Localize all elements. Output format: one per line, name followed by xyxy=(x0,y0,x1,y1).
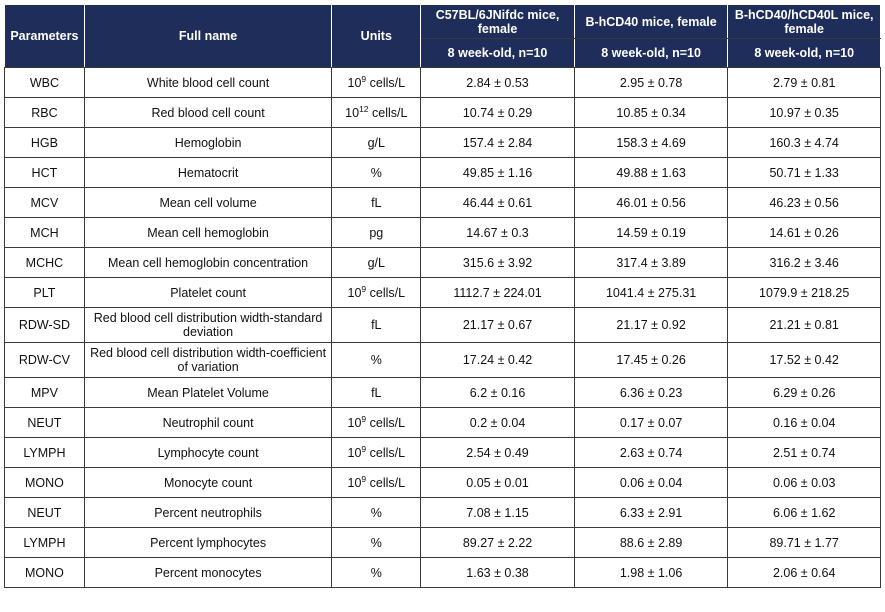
value-cell-hcd40: 2.95 ± 0.78 xyxy=(574,68,728,98)
value-cell-c57bl: 157.4 ± 2.84 xyxy=(421,128,575,158)
parameter-cell: MCH xyxy=(5,218,85,248)
parameter-cell: MONO xyxy=(5,468,85,498)
units-cell xyxy=(332,343,421,378)
value-cell-hcd40: 46.01 ± 0.56 xyxy=(574,188,728,218)
value-cell-hcd40: 88.6 ± 2.89 xyxy=(574,528,728,558)
table-row xyxy=(5,218,881,248)
units-cell xyxy=(332,378,421,408)
unit-suffix: cells/L xyxy=(366,445,406,460)
value-cell-hcd40: 6.33 ± 2.91 xyxy=(574,498,728,528)
parameter-cell: HGB xyxy=(5,128,85,158)
full-name-cell: Red blood cell distribution width-coefficient of variation xyxy=(84,343,332,378)
value-cell-c57bl: 2.84 ± 0.53 xyxy=(421,68,575,98)
full-name-cell: Lymphocyte count xyxy=(84,438,332,468)
table-header xyxy=(5,5,881,68)
table-body xyxy=(5,68,881,588)
parameter-cell: NEUT xyxy=(5,498,85,528)
table-row xyxy=(5,438,881,468)
value-cell-hcd40: 0.17 ± 0.07 xyxy=(574,408,728,438)
table-row xyxy=(5,98,881,128)
header-parameters: Parameters xyxy=(5,5,85,68)
value-cell-hcd40-hcd40l: 2.06 ± 0.64 xyxy=(728,558,881,588)
units-cell xyxy=(332,528,421,558)
value-cell-hcd40-hcd40l: 6.29 ± 0.26 xyxy=(728,378,881,408)
unit-exponent: 9 xyxy=(361,473,367,484)
hematology-table xyxy=(4,4,881,588)
parameter-cell: RDW-SD xyxy=(5,308,85,343)
parameter-cell: MCHC xyxy=(5,248,85,278)
full-name-cell: Percent monocytes xyxy=(84,558,332,588)
parameter-cell: RDW-CV xyxy=(5,343,85,378)
full-name-cell: Percent neutrophils xyxy=(84,498,332,528)
header-full-name: Full name xyxy=(84,5,332,68)
value-cell-hcd40-hcd40l: 14.61 ± 0.26 xyxy=(728,218,881,248)
value-cell-hcd40-hcd40l: 6.06 ± 1.62 xyxy=(728,498,881,528)
value-cell-c57bl: 1.63 ± 0.38 xyxy=(421,558,575,588)
table-row xyxy=(5,408,881,438)
parameter-cell: RBC xyxy=(5,98,85,128)
parameter-cell: MCV xyxy=(5,188,85,218)
value-cell-hcd40-hcd40l: 46.23 ± 0.56 xyxy=(728,188,881,218)
header-sublabel-hcd40: 8 week-old, n=10 xyxy=(574,39,728,68)
parameter-cell: PLT xyxy=(5,278,85,308)
units-cell xyxy=(332,98,421,128)
full-name-cell: Mean cell volume xyxy=(84,188,332,218)
unit-base: % xyxy=(370,535,382,550)
table-row xyxy=(5,498,881,528)
table-row xyxy=(5,68,881,98)
table-row xyxy=(5,158,881,188)
full-name-cell: Mean cell hemoglobin concentration xyxy=(84,248,332,278)
value-cell-hcd40: 1041.4 ± 275.31 xyxy=(574,278,728,308)
header-sublabel-c57bl: 8 week-old, n=10 xyxy=(421,39,575,68)
units-cell xyxy=(332,278,421,308)
value-cell-hcd40: 21.17 ± 0.92 xyxy=(574,308,728,343)
value-cell-c57bl: 49.85 ± 1.16 xyxy=(421,158,575,188)
value-cell-c57bl: 14.67 ± 0.3 xyxy=(421,218,575,248)
value-cell-hcd40-hcd40l: 21.21 ± 0.81 xyxy=(728,308,881,343)
unit-suffix: cells/L xyxy=(366,475,406,490)
full-name-cell: Platelet count xyxy=(84,278,332,308)
value-cell-c57bl: 315.6 ± 3.92 xyxy=(421,248,575,278)
value-cell-c57bl: 21.17 ± 0.67 xyxy=(421,308,575,343)
value-cell-c57bl: 46.44 ± 0.61 xyxy=(421,188,575,218)
units-cell xyxy=(332,438,421,468)
value-cell-hcd40: 6.36 ± 0.23 xyxy=(574,378,728,408)
unit-exponent: 9 xyxy=(361,443,367,454)
value-cell-hcd40-hcd40l: 0.06 ± 0.03 xyxy=(728,468,881,498)
unit-exponent: 9 xyxy=(361,73,367,84)
parameter-cell: MONO xyxy=(5,558,85,588)
value-cell-hcd40-hcd40l: 50.71 ± 1.33 xyxy=(728,158,881,188)
unit-base: % xyxy=(370,165,382,180)
value-cell-c57bl: 2.54 ± 0.49 xyxy=(421,438,575,468)
parameter-cell: WBC xyxy=(5,68,85,98)
value-cell-c57bl: 10.74 ± 0.29 xyxy=(421,98,575,128)
unit-base: g/L xyxy=(367,135,385,150)
full-name-cell: Monocyte count xyxy=(84,468,332,498)
value-cell-c57bl: 0.2 ± 0.04 xyxy=(421,408,575,438)
unit-suffix: cells/L xyxy=(368,105,408,120)
value-cell-hcd40-hcd40l: 316.2 ± 3.46 xyxy=(728,248,881,278)
unit-base: 10 xyxy=(347,285,362,300)
value-cell-hcd40-hcd40l: 2.79 ± 0.81 xyxy=(728,68,881,98)
table-row xyxy=(5,378,881,408)
value-cell-hcd40-hcd40l: 89.71 ± 1.77 xyxy=(728,528,881,558)
value-cell-hcd40: 49.88 ± 1.63 xyxy=(574,158,728,188)
units-cell xyxy=(332,468,421,498)
unit-base: % xyxy=(370,505,382,520)
units-cell xyxy=(332,558,421,588)
value-cell-hcd40-hcd40l: 1079.9 ± 218.25 xyxy=(728,278,881,308)
unit-base: fL xyxy=(371,385,382,400)
unit-suffix: cells/L xyxy=(366,285,406,300)
value-cell-c57bl: 6.2 ± 0.16 xyxy=(421,378,575,408)
value-cell-c57bl: 17.24 ± 0.42 xyxy=(421,343,575,378)
unit-base: % xyxy=(370,565,382,580)
value-cell-c57bl: 1112.7 ± 224.01 xyxy=(421,278,575,308)
units-cell xyxy=(332,248,421,278)
value-cell-hcd40: 17.45 ± 0.26 xyxy=(574,343,728,378)
full-name-cell: Hematocrit xyxy=(84,158,332,188)
unit-base: % xyxy=(370,353,382,367)
table-row xyxy=(5,343,881,378)
full-name-cell: Mean Platelet Volume xyxy=(84,378,332,408)
header-sublabel-hcd40-hcd40l: 8 week-old, n=10 xyxy=(728,39,881,68)
table-row xyxy=(5,278,881,308)
value-cell-hcd40: 158.3 ± 4.69 xyxy=(574,128,728,158)
unit-base: g/L xyxy=(367,255,385,270)
header-group-hcd40-hcd40l: B-hCD40/hCD40L mice, female xyxy=(728,5,881,39)
full-name-cell: Neutrophil count xyxy=(84,408,332,438)
table-row xyxy=(5,558,881,588)
value-cell-hcd40: 317.4 ± 3.89 xyxy=(574,248,728,278)
table-row xyxy=(5,188,881,218)
value-cell-hcd40: 10.85 ± 0.34 xyxy=(574,98,728,128)
table-row xyxy=(5,308,881,343)
value-cell-hcd40-hcd40l: 10.97 ± 0.35 xyxy=(728,98,881,128)
unit-suffix: cells/L xyxy=(366,415,406,430)
parameter-cell: LYMPH xyxy=(5,528,85,558)
unit-base: fL xyxy=(371,318,382,332)
value-cell-hcd40-hcd40l: 0.16 ± 0.04 xyxy=(728,408,881,438)
unit-base: 10 xyxy=(347,75,362,90)
units-cell xyxy=(332,128,421,158)
full-name-cell: White blood cell count xyxy=(84,68,332,98)
value-cell-hcd40-hcd40l: 160.3 ± 4.74 xyxy=(728,128,881,158)
units-cell xyxy=(332,408,421,438)
full-name-cell: Mean cell hemoglobin xyxy=(84,218,332,248)
parameter-cell: MPV xyxy=(5,378,85,408)
header-units: Units xyxy=(332,5,421,68)
unit-exponent: 12 xyxy=(359,103,369,114)
table-row xyxy=(5,468,881,498)
unit-base: pg xyxy=(369,225,384,240)
units-cell xyxy=(332,158,421,188)
unit-base: 10 xyxy=(347,415,362,430)
value-cell-hcd40: 1.98 ± 1.06 xyxy=(574,558,728,588)
value-cell-c57bl: 7.08 ± 1.15 xyxy=(421,498,575,528)
value-cell-c57bl: 0.05 ± 0.01 xyxy=(421,468,575,498)
unit-base: 10 xyxy=(347,445,362,460)
full-name-cell: Red blood cell distribution width-standard deviation xyxy=(84,308,332,343)
value-cell-hcd40: 2.63 ± 0.74 xyxy=(574,438,728,468)
parameter-cell: NEUT xyxy=(5,408,85,438)
units-cell xyxy=(332,498,421,528)
value-cell-hcd40: 0.06 ± 0.04 xyxy=(574,468,728,498)
unit-base: 10 xyxy=(347,475,362,490)
header-group-c57bl: C57BL/6JNifdc mice, female xyxy=(421,5,575,39)
table-row xyxy=(5,528,881,558)
header-group-hcd40: B-hCD40 mice, female xyxy=(574,5,728,39)
unit-exponent: 9 xyxy=(361,283,367,294)
value-cell-hcd40-hcd40l: 2.51 ± 0.74 xyxy=(728,438,881,468)
value-cell-hcd40-hcd40l: 17.52 ± 0.42 xyxy=(728,343,881,378)
unit-suffix: cells/L xyxy=(366,75,406,90)
units-cell xyxy=(332,188,421,218)
value-cell-hcd40: 14.59 ± 0.19 xyxy=(574,218,728,248)
units-cell xyxy=(332,308,421,343)
units-cell xyxy=(332,68,421,98)
unit-base: fL xyxy=(371,195,382,210)
full-name-cell: Red blood cell count xyxy=(84,98,332,128)
table-row xyxy=(5,248,881,278)
value-cell-c57bl: 89.27 ± 2.22 xyxy=(421,528,575,558)
parameter-cell: LYMPH xyxy=(5,438,85,468)
units-cell xyxy=(332,218,421,248)
full-name-cell: Hemoglobin xyxy=(84,128,332,158)
table-row xyxy=(5,128,881,158)
unit-exponent: 9 xyxy=(361,413,367,424)
parameter-cell: HCT xyxy=(5,158,85,188)
unit-base: 10 xyxy=(345,105,360,120)
full-name-cell: Percent lymphocytes xyxy=(84,528,332,558)
